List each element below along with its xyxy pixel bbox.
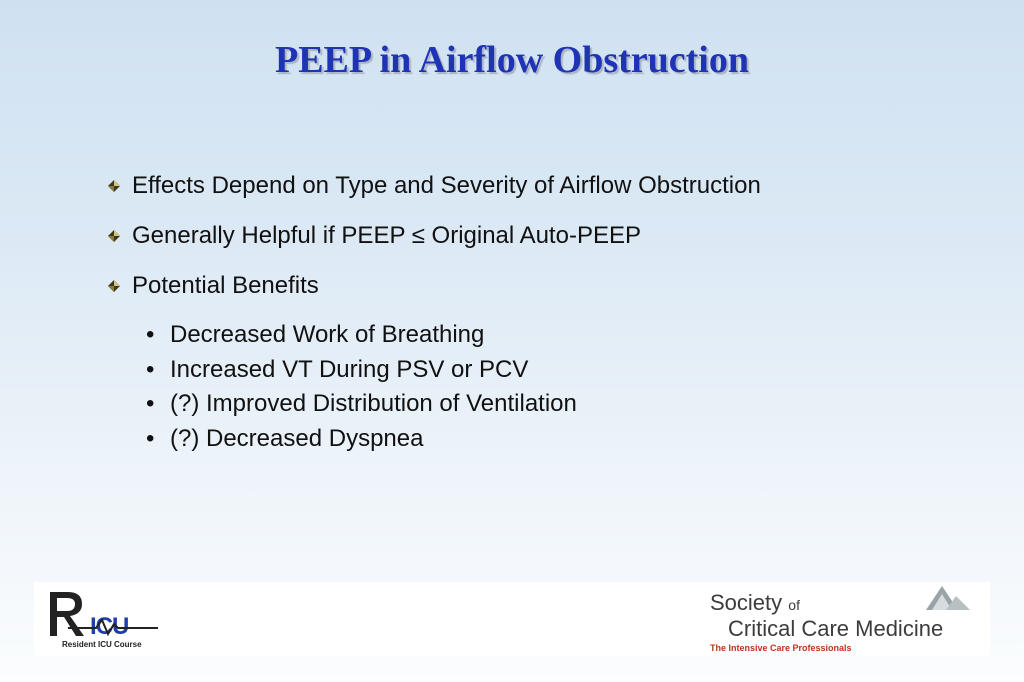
diamond-bullet-icon xyxy=(108,180,120,192)
diamond-bullet-icon xyxy=(108,280,120,292)
sub-bullet-text: Decreased Work of Breathing xyxy=(170,321,485,348)
sub-bullet-item xyxy=(146,353,846,388)
ricu-caption: Resident ICU Course xyxy=(62,640,142,649)
sub-bullet-marker: • xyxy=(146,390,155,417)
sub-bullet-marker: • xyxy=(146,355,155,383)
bullet-text: Generally Helpful if PEEP ≤ Original Auto-PEEP xyxy=(132,222,641,249)
sccm-triangle-icon xyxy=(922,584,978,614)
sccm-name-line2: Critical Care Medicine xyxy=(728,616,944,641)
svg-text:ICU: ICU xyxy=(90,613,129,640)
sub-bullet-marker: • xyxy=(146,424,155,452)
sub-bullet-list xyxy=(146,318,846,456)
diamond-bullet-icon xyxy=(108,230,120,242)
sub-bullet-text: (?) Improved Distribution of Ventilation xyxy=(170,390,577,417)
bullet-text: Potential Benefits xyxy=(132,272,319,299)
sccm-name-line1 xyxy=(710,590,800,616)
sccm-society-text: Society xyxy=(710,590,783,615)
sccm-tagline: The Intensive Care Professionals xyxy=(710,643,852,653)
sub-bullet-item xyxy=(146,318,846,353)
bullet-item xyxy=(108,270,968,320)
sub-bullet-item xyxy=(146,422,846,457)
bullet-item xyxy=(108,220,968,270)
bullet-item xyxy=(108,170,968,220)
sub-bullet-marker: • xyxy=(146,321,155,348)
sub-bullet-item xyxy=(146,387,846,422)
sccm-logo xyxy=(704,584,984,656)
slide-title: PEEP in Airflow Obstruction xyxy=(275,39,749,81)
sub-bullet-text: (?) Decreased Dyspnea xyxy=(170,424,424,452)
ricu-logo-icon xyxy=(46,586,176,648)
bullet-list xyxy=(108,170,968,320)
sub-bullet-text: Increased VT During PSV or PCV xyxy=(170,355,529,383)
sccm-of-text: of xyxy=(788,597,800,613)
bullet-text: Effects Depend on Type and Severity of Airflow Obstruction xyxy=(132,172,761,199)
